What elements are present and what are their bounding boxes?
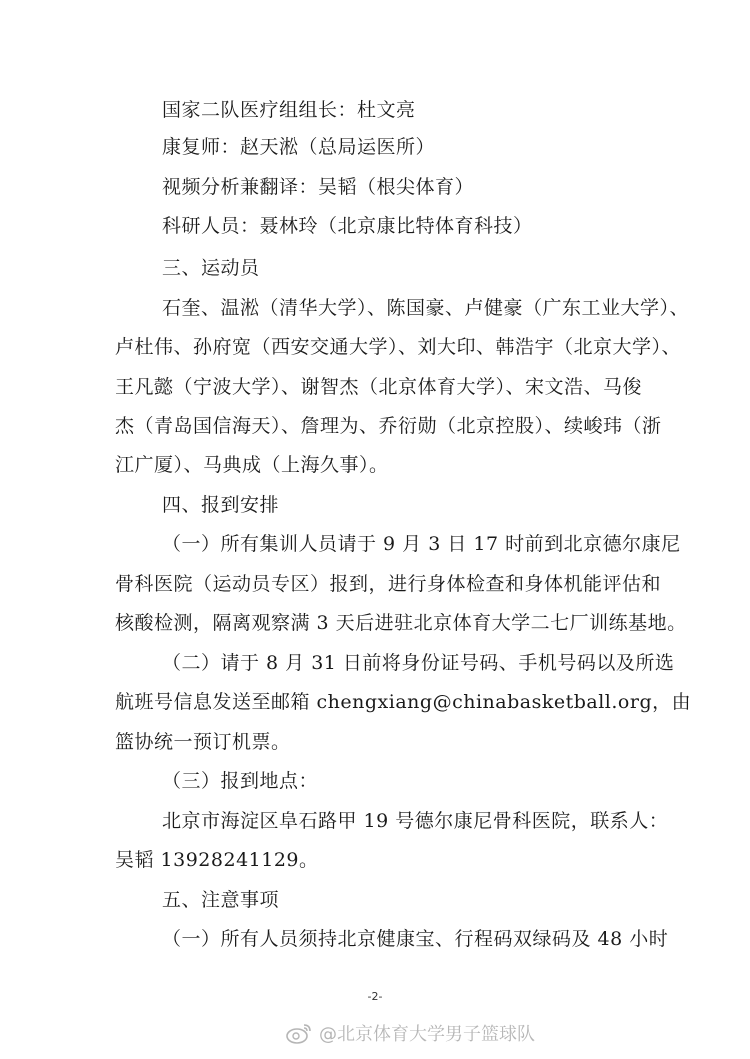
text-line-video-analyst: 视频分析兼翻译：吴韬（根尖体育） [162, 176, 475, 198]
weibo-icon [285, 1022, 313, 1044]
text-line-rehab: 康复师：赵天淞（总局运医所） [162, 136, 436, 158]
section-heading-notes: 五、注意事项 [162, 889, 280, 911]
text-line-location-label: （三）报到地点： [162, 770, 319, 792]
text-line-athletes-1: 石奎、温淞（清华大学）、陈国豪、卢健豪（广东工业大学）、 [162, 297, 690, 319]
watermark [285, 1020, 535, 1046]
text-line-registration-3: 核酸检测，隔离观察满 3 天后进驻北京体育大学二七厂训练基地。 [115, 612, 687, 634]
page-number: -2- [367, 990, 383, 1003]
text-line-location-address: 北京市海淀区阜石路甲 19 号德尔康尼骨科医院，联系人： [162, 810, 669, 832]
text-line-athletes-2: 卢杜伟、孙府宽（西安交通大学）、刘大印、韩浩宇（北京大学）、 [115, 336, 682, 358]
watermark-text: @北京体育大学男子篮球队 [319, 1024, 535, 1045]
text-line-athletes-4: 杰（青岛国信海天）、詹理为、乔衍勋（北京控股）、续峻玮（浙 [115, 415, 662, 437]
text-line-registration-2: 骨科医院（运动员专区）报到，进行身体检查和身体机能评估和 [115, 573, 662, 595]
section-heading-registration: 四、报到安排 [162, 494, 280, 516]
text-line-researcher: 科研人员：聂林玲（北京康比特体育科技） [162, 215, 533, 237]
text-line-athletes-5: 江广厦）、马典成（上海久事）。 [115, 454, 389, 476]
text-line-ticket-3: 篮协统一预订机票。 [115, 731, 291, 753]
text-line-ticket-2: 航班号信息发送至邮箱 chengxiang@chinabasketball.org，由 [115, 691, 692, 713]
text-line-athletes-3: 王凡懿（宁波大学）、谢智杰（北京体育大学）、宋文浩、马俊 [115, 376, 643, 398]
text-line-notes-1: （一）所有人员须持北京健康宝、行程码双绿码及 48 小时 [162, 928, 669, 950]
text-line-registration-1: （一）所有集训人员请于 9 月 3 日 17 时前到北京德尔康尼 [162, 533, 681, 555]
section-heading-athletes: 三、运动员 [162, 257, 260, 279]
text-line-ticket-1: （二）请于 8 月 31 日前将身份证号码、手机号码以及所选 [162, 652, 675, 674]
text-line-medical-head: 国家二队医疗组组长：杜文亮 [162, 99, 416, 121]
text-line-location-contact: 吴韬 13928241129。 [115, 849, 319, 871]
